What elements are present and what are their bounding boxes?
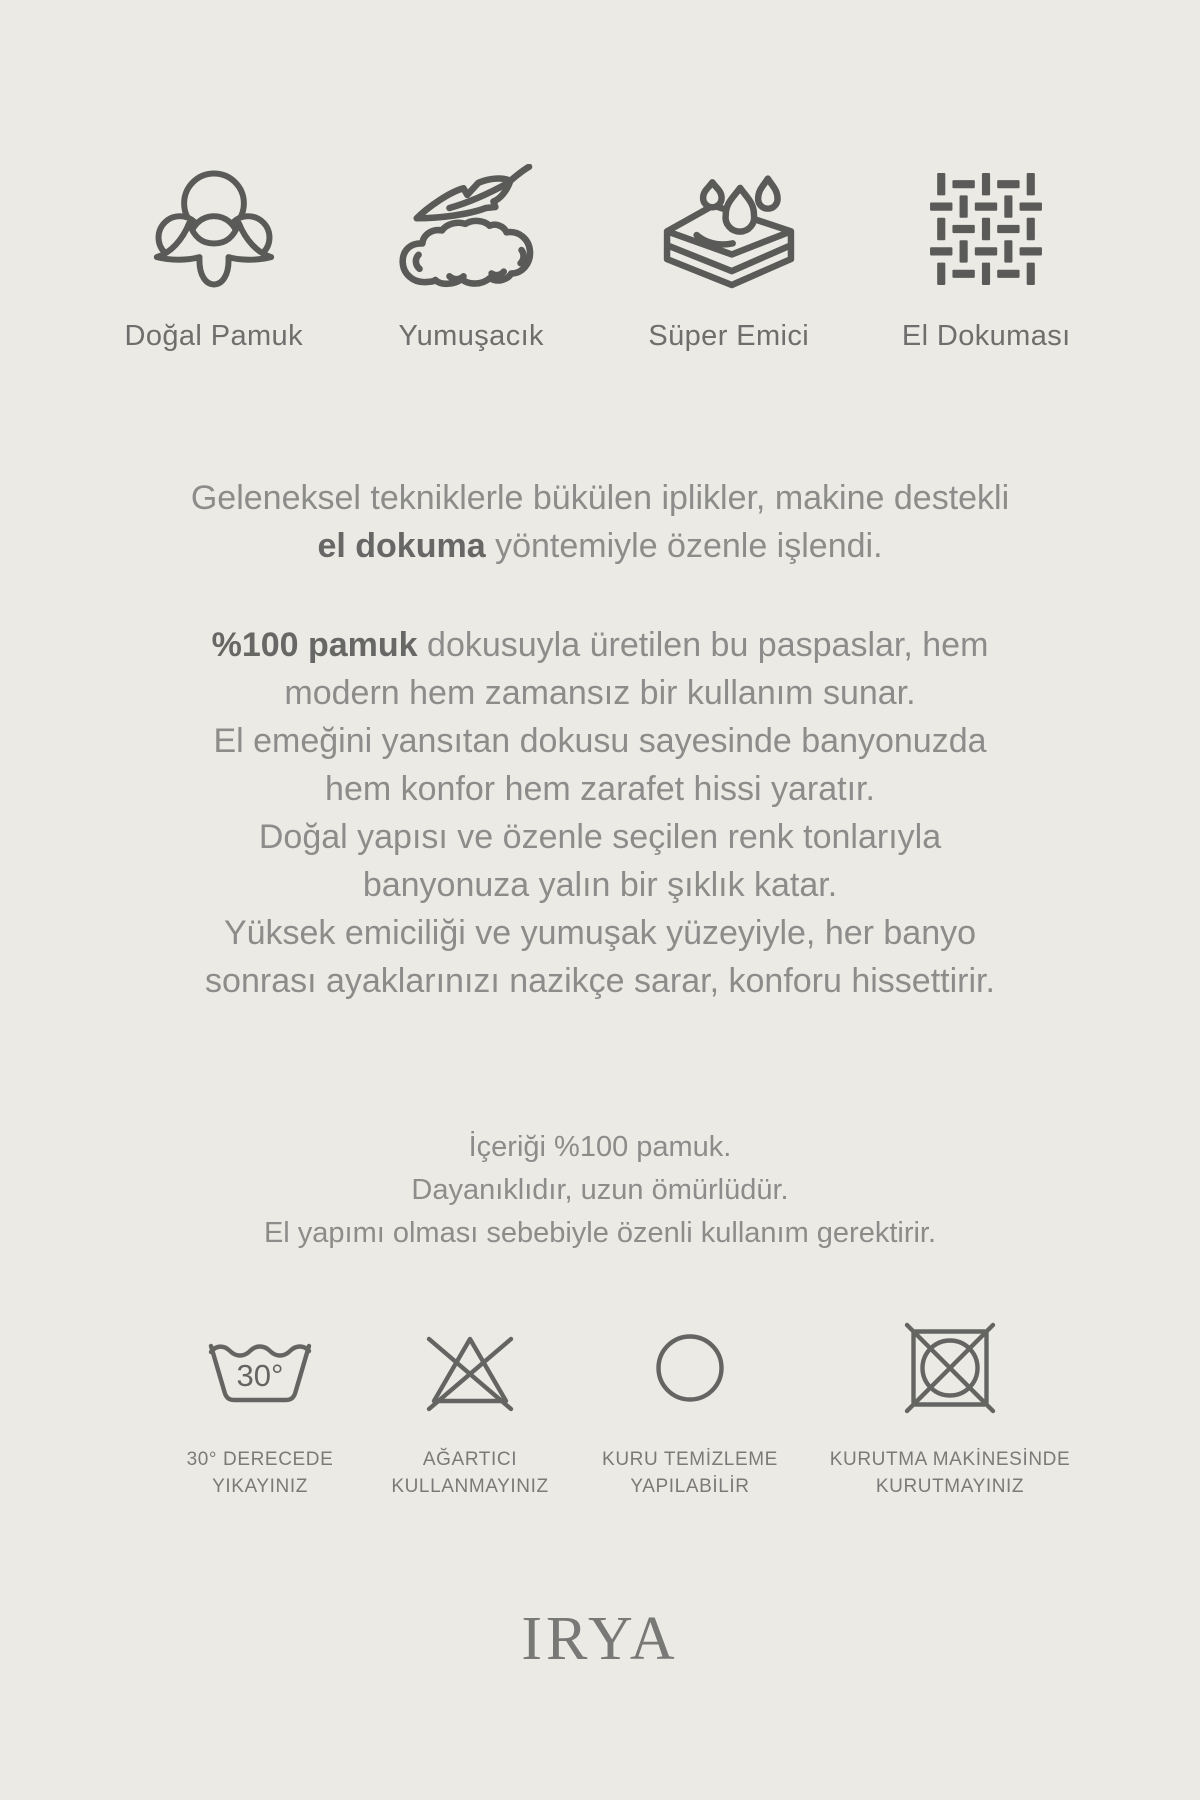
care-label: 30° DERECEDE YIKAYINIZ [186,1449,334,1497]
intro-paragraph [0,474,1200,570]
description-line: Yüksek emiciliği ve yumuşak yüzeyiyle, her banyo [223,914,977,952]
description-line: modern hem zamansız bir kullanım sunar. [284,674,916,712]
care-note-line: Dayanıklıdır, uzun ömürlüdür. [411,1174,789,1206]
description-line: banyonuza yalın bir şıklık katar. [362,866,838,904]
description-line: Doğal yapısı ve özenle seçilen renk tonlarıyla [258,818,942,856]
feature-yumusacik [343,158,601,353]
feature-label: El Dokuması [901,320,1071,352]
absorbent-layers-icon [655,158,803,300]
intro-line-2: el dokuma yöntemiyle özenle işlendi. [317,527,883,565]
care-label: KURU TEMİZLEME YAPILABİLİR [602,1449,778,1497]
brand-footer [0,1604,1200,1675]
feature-el-dokumasi [858,158,1116,353]
care-label: KURUTMA MAKİNESİNDE KURUTMAYINIZ [829,1449,1071,1497]
dry-clean-icon [650,1318,730,1418]
description-line: hem konfor hem zarafet hissi yaratır. [325,770,875,808]
wash-30-icon [203,1318,317,1418]
no-tumble-dry-icon [900,1318,1000,1418]
care-note [0,1126,1200,1255]
care-item-dry-clean [540,1318,840,1500]
care-item-no-tumble-dry [800,1318,1100,1500]
intro-line-1: Geleneksel tekniklerle bükülen iplikler, makine destekli [190,479,1010,517]
wash-temperature: 30° [236,1358,284,1393]
care-label: AĞARTICI KULLANMAYINIZ [391,1449,549,1497]
bold-text: %100 pamuk [211,626,418,664]
cotton-icon [141,158,287,300]
feature-label: Süper Emici [648,320,810,352]
feature-super-emici [600,158,858,353]
woven-fabric-icon [927,158,1045,300]
description-paragraph [0,621,1200,1005]
features-row [85,158,1115,353]
description-line: El emeğini yansıtan dokusu sayesinde banyonuzda [213,722,987,760]
feather-cloud-icon [398,158,544,300]
description-line: sonrası ayaklarınızı nazikçe sarar, konforu hissettirir. [205,962,995,1000]
feature-label: Doğal Pamuk [124,320,303,352]
feature-label: Yumuşacık [398,320,544,352]
care-note-line: İçeriği %100 pamuk. [468,1131,732,1163]
brand-logo: IRYA [521,1605,679,1673]
care-symbols-row [0,1318,1200,1518]
bold-text: el dokuma [317,527,486,565]
description-line: %100 pamuk dokusuyla üretilen bu paspaslar, hem [211,626,989,664]
care-note-line: El yapımı olması sebebiyle özenli kullanım gerektirir. [263,1217,937,1249]
no-bleach-icon [422,1318,518,1418]
feature-dogal-pamuk [85,158,343,353]
